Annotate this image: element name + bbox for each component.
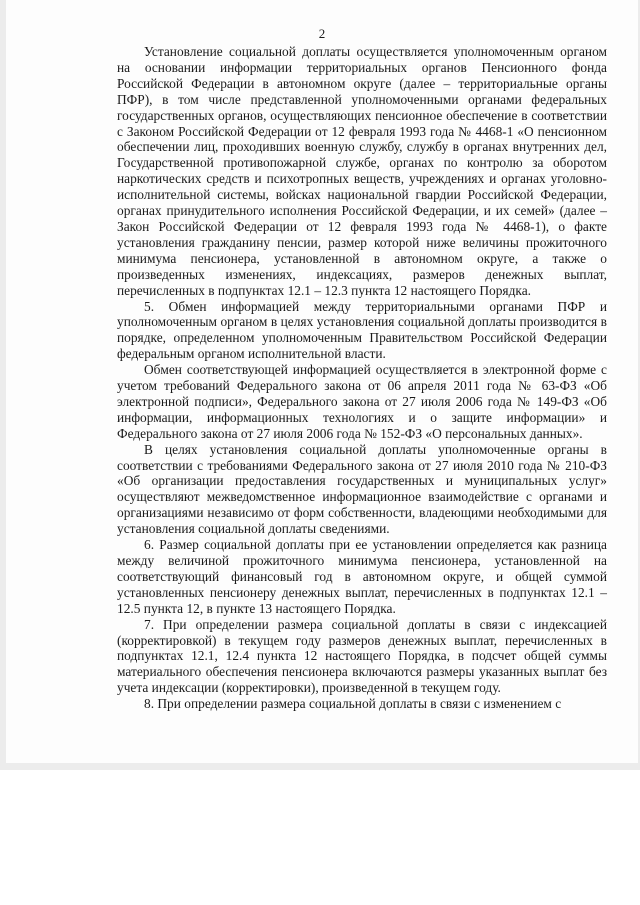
paragraph-5-interaction: В целях установления социальной доплаты уполномоченные органы в соответствии с требованиями Федерального закона от 27 июля 2010 года № 210-ФЗ «Об организации предоставления государственных и муниципальных услуг» осуществляют межведомственное информационное взаимодействие с органами и организациями независимо от форм собственности, владеющими необходимыми для установления социальной доплаты сведениями.	[117, 441, 607, 537]
paragraph-5-exchange: Обмен соответствующей информацией осуществляется в электронной форме с учетом требований Федерального закона от 06 апреля 2011 года № 63-ФЗ «Об электронной подписи», Федерального закона от 27 июля 2006 года № 149-ФЗ «Об информации, информационных технологиях и о защите информации» и Федерального закона от 27 июля 2006 года № 152-ФЗ «О персональных данных».	[117, 362, 607, 441]
page-number: 2	[318, 26, 326, 41]
paragraph-5: 5. Обмен информацией между территориальными органами ПФР и уполномоченным органом в целях установления социальной доплаты производится в порядке, определенном уполномоченным Правительством Российской Федерации федеральным органом исполнительной власти.	[117, 298, 607, 362]
paragraph-6: 6. Размер социальной доплаты при ее установлении определяется как разница между величиной прожиточного минимума пенсионера, установленной на соответствующий финансовый год в автономном округе, и общей суммой установленных пенсионеру денежных выплат, перечисленных в подпунктах 12.1 – 12.5 пункта 12, в пункте 13 настоящего Порядка.	[117, 537, 607, 616]
paragraph-8: 8. При определении размера социальной доплаты в связи с изменением с	[144, 696, 562, 712]
paragraph-intro: Установление социальной доплаты осуществляется уполномоченным органом на основании информации территориальных органов Пенсионного фонда Российской Федерации в автономном округе (далее – территориальные органы ПФР), в том числе представленной уполномоченными органами федеральных государственных органов, осуществляющих пенсионное обеспечение в соответствии с Законом Российской Федерации от 12 февраля 1993 года № 4468-1 «О пенсионном обеспечении лиц, проходивших военную службу, службу в органах внутренних дел, Государственной противопожарной службе, органах по контролю за оборотом наркотических средств и психотропных веществ, учреждениях и органах уголовно-исполнительной системы, войсках национальной гвардии Российской Федерации, органах принудительного исполнения Российской Федерации, и их семей» (далее – Закон Российской Федерации от 12 февраля 1993 года № 4468-1), о факте установления гражданину пенсии, размер которой ниже величины прожиточного минимума пенсионера, установленной в автономном округе, а также о произведенных изменениях, индексациях, размеров денежных выплат, перечисленных в подпунктах 12.1 – 12.3 пункта 12 настоящего Порядка.	[117, 44, 607, 298]
paragraph-7: 7. При определении размера социальной доплаты в связи с индексацией (корректировкой) в текущем году размеров денежных выплат, перечисленных в подпунктах 12.1, 12.4 пункта 12 настоящего Порядка, в подсчет общей суммы материального обеспечения пенсионера включаются размеры указанных выплат без учета индексации (корректировки), произведенной в текущем году.	[117, 616, 607, 696]
document-text	[117, 44, 607, 712]
document-page	[6, 0, 638, 763]
